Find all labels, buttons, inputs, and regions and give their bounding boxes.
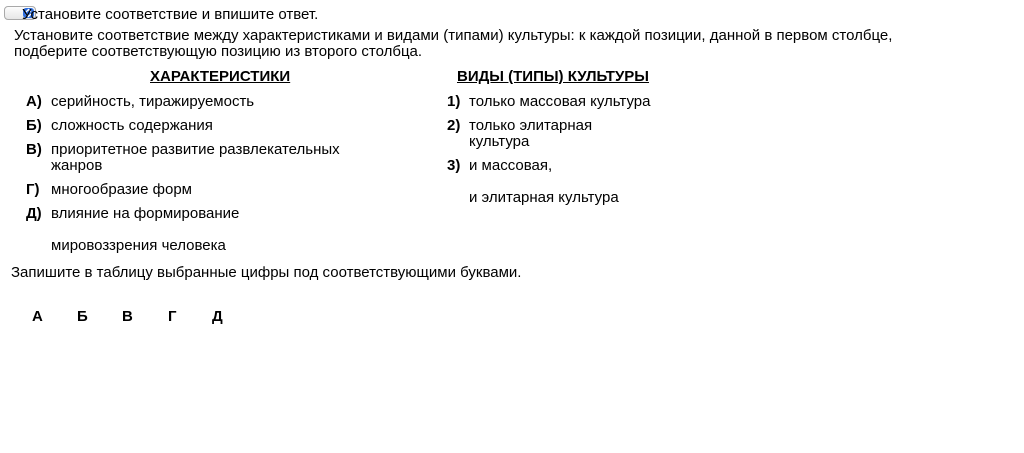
culture-type-2-text-line-1: только элитарная (469, 117, 593, 134)
letter-g: Г) (26, 181, 40, 198)
letter-a: А) (26, 93, 42, 110)
characteristic-v-text-line-2: жанров (51, 157, 103, 174)
answer-letter-d: Д (212, 308, 223, 325)
instructions-line-2: подберите соответствующую позицию из второго столбца. (14, 43, 423, 60)
letter-b: Б) (26, 117, 42, 134)
number-1: 1) (447, 93, 461, 110)
culture-type-3-text-line-2: и элитарная культура (469, 189, 619, 206)
characteristic-d-text-line-2: мировоззрения человека (51, 237, 226, 254)
number-3: 3) (447, 157, 461, 174)
task-header: Установите соответствие и впишите ответ. (22, 6, 319, 23)
answer-letter-g: Г (168, 308, 177, 325)
characteristic-d-text-line-1: влияние на формирование (51, 205, 240, 222)
letter-v: В) (26, 141, 42, 158)
answer-letter-v: В (122, 308, 133, 325)
instructions-line-1: Установите соответствие между характеристиками и видами (типами) культуры: к каждой позиции, данной в первом столбце, (14, 27, 893, 44)
answer-letter-b: Б (77, 308, 88, 325)
culture-types-header: ВИДЫ (ТИПЫ) КУЛЬТУРЫ (457, 68, 649, 85)
characteristic-g-text: многообразие форм (51, 181, 192, 198)
characteristic-b-text: сложность содержания (51, 117, 213, 134)
culture-type-2-text-line-2: культура (469, 133, 530, 150)
culture-type-1-text: только массовая культура (469, 93, 651, 110)
characteristic-v-text-line-1: приоритетное развитие развлекательных (51, 141, 340, 158)
characteristics-header: ХАРАКТЕРИСТИКИ (150, 68, 291, 85)
answer-prompt: Запишите в таблицу выбранные цифры под соответствующими буквами. (11, 264, 522, 281)
answer-letter-a: А (32, 308, 43, 325)
culture-type-3-text-line-1: и массовая, (469, 157, 553, 174)
letter-d: Д) (26, 205, 42, 222)
number-2: 2) (447, 117, 461, 134)
characteristic-a-text: серийность, тиражируемость (51, 93, 255, 110)
